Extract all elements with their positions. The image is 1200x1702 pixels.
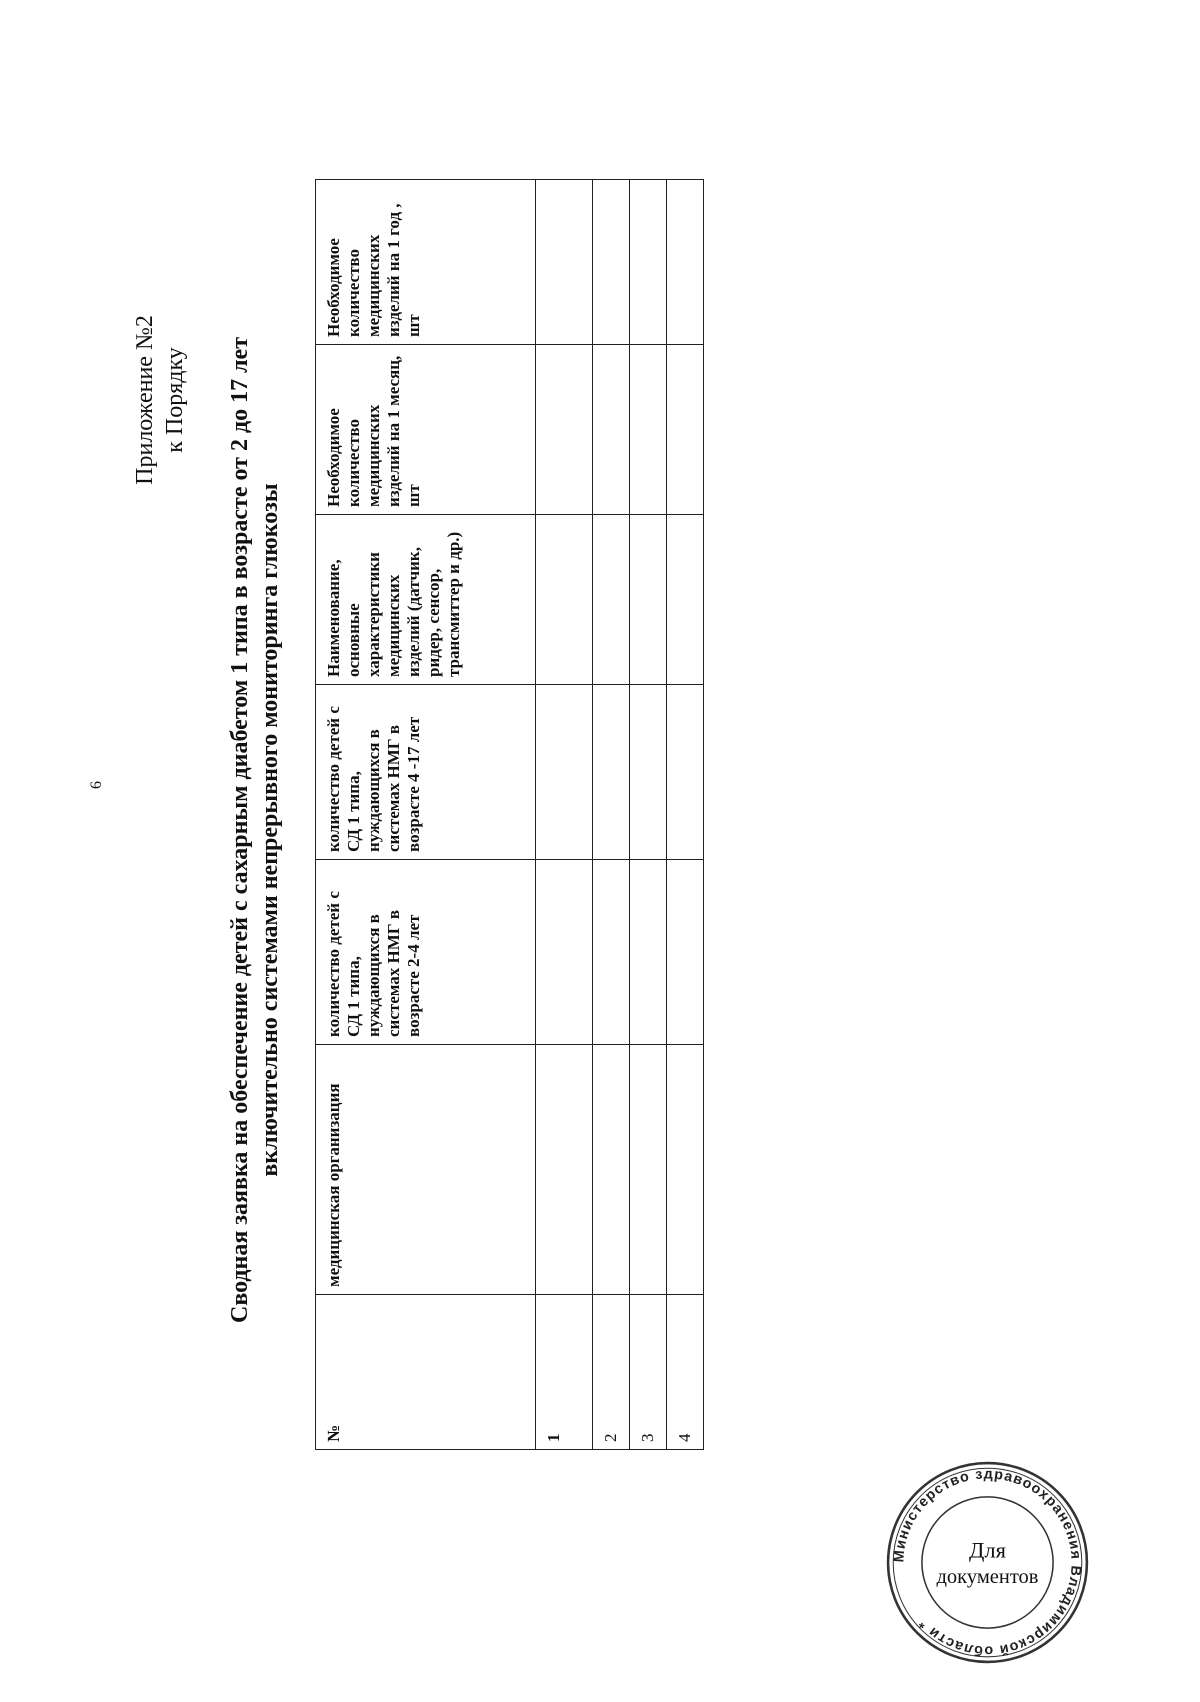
header-cell-children-2-4: количество детей с СД 1 типа, нуждающихся в системах НМГ в возрасте 2-4 лет (316, 860, 536, 1045)
appendix-label (130, 250, 190, 550)
table-cell: 2 (593, 1295, 630, 1450)
header-cell-organization: медицинская организация (316, 1045, 536, 1295)
table-cell (593, 860, 630, 1045)
table-cell (593, 515, 630, 685)
table-cell (667, 515, 704, 685)
table-cell: 4 (667, 1295, 704, 1450)
header-cell-device-name: Наименование, основные характеристики медицинских изделий (датчик, ридер, сенсор, трансмиттер и др.) (316, 515, 536, 685)
table-cell (536, 685, 593, 860)
header-cell-qty-year: Необходимое количество медицинских изделий на 1 год , шт (316, 180, 536, 345)
appendix-line-2: к Порядку (162, 347, 188, 453)
table-cell (630, 860, 667, 1045)
table-cell (630, 345, 667, 515)
table-cell (667, 180, 704, 345)
table-cell (536, 345, 593, 515)
table-row (667, 180, 704, 1450)
stamp-ring-text: Министерство здравоохранения Владимирской области * (891, 1466, 1084, 1659)
table-cell (667, 685, 704, 860)
table-cell (630, 685, 667, 860)
document-title (225, 180, 285, 1480)
table-row (630, 180, 667, 1450)
table-cell (593, 685, 630, 860)
stamp-center-line-2: документов (936, 1566, 1039, 1588)
table-cell (630, 515, 667, 685)
table-row (536, 180, 593, 1450)
title-line-2: включительно системами непрерывного мониторинга глюкозы (257, 483, 283, 1177)
stamp-center-line-1: Для (968, 1537, 1007, 1563)
table-cell (667, 345, 704, 515)
table-cell: 3 (630, 1295, 667, 1450)
header-cell-number: № (316, 1295, 536, 1450)
header-cell-qty-month: Необходимое количество медицинских изделий на 1 месяц, шт (316, 345, 536, 515)
table-cell (667, 860, 704, 1045)
official-stamp (885, 1460, 1090, 1665)
table-cell: 1 (536, 1295, 593, 1450)
table-cell (536, 180, 593, 345)
table-row (593, 180, 630, 1450)
title-line-1: Сводная заявка на обеспечение детей с сахарным диабетом 1 типа в возрасте от 2 до 17 лет (227, 337, 253, 1324)
table-cell (593, 345, 630, 515)
table-cell (536, 515, 593, 685)
table-cell (536, 860, 593, 1045)
summary-table (315, 179, 704, 1450)
table-cell (630, 1045, 667, 1295)
table-cell (630, 180, 667, 345)
appendix-line-1: Приложение №2 (132, 315, 158, 485)
table-cell (593, 180, 630, 345)
header-cell-children-4-17: количество детей с СД 1 типа, нуждающихся в системах НМГ в возрасте 4 -17 лет (316, 685, 536, 860)
table-cell (593, 1045, 630, 1295)
table-header-row (316, 180, 536, 1450)
page-number: 6 (88, 781, 105, 789)
rotated-page (70, 140, 870, 1640)
table-cell (667, 1045, 704, 1295)
table-cell (536, 1045, 593, 1295)
